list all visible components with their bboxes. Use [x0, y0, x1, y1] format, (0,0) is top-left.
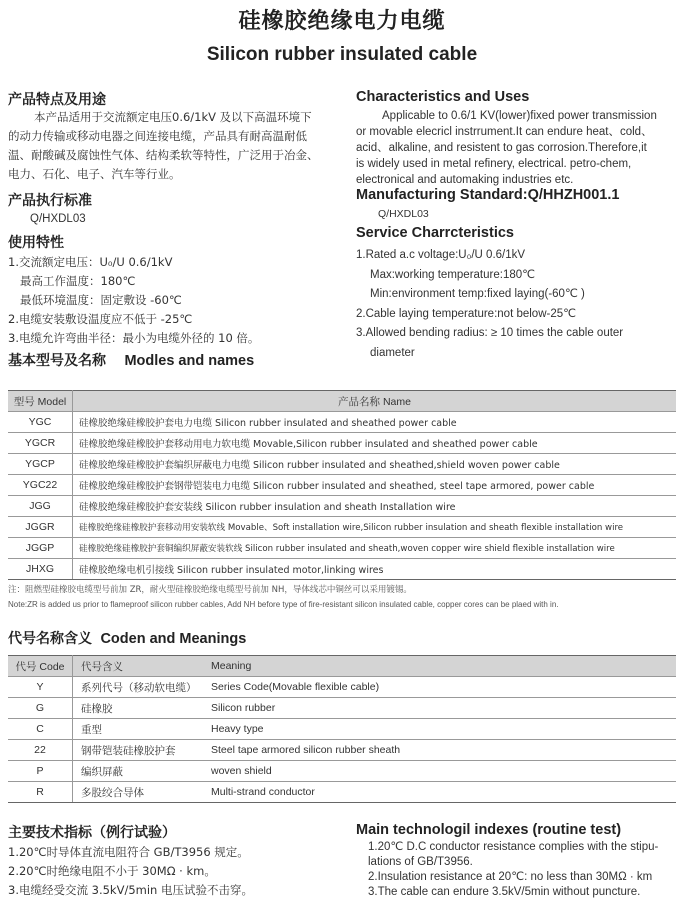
service-line-en: diameter [370, 346, 415, 359]
col-code-header: 代号 Code [8, 656, 73, 677]
meaning-cn-cell: 多股绞合导体 [73, 782, 204, 803]
meaning-en-cell: Heavy type [203, 719, 676, 740]
tech-line-cn: 1.20℃时导体直流电阻符合 GB/T3956 规定。 [8, 845, 249, 859]
tech-line-cn: 3.电缆经受交流 3.5kV/5min 电压试验不击穿。 [8, 883, 253, 897]
features-text-cn [8, 108, 348, 184]
meaning-cn-cell: 钢带铠装硅橡胶护套 [73, 740, 204, 761]
code-cell: C [8, 719, 73, 740]
code-cell: R [8, 782, 73, 803]
models-note-en: Note:ZR is added us prior to flameproof silicon rubber cables, Add NH before type of fire-resistant silicon insulated cable, copper cores can be plaed with in. [8, 600, 559, 609]
table-header-row [8, 391, 676, 412]
service-line-cn: 2.电缆安装敷设温度应不低于 -25℃ [8, 312, 193, 326]
col-meaning-cn-header: 代号含义 [73, 656, 204, 677]
name-cell: 硅橡胶绝缘硅橡胶护套编织屏蔽电力电缆 Silicon rubber insulated and sheathed,shield woven power cable [73, 454, 677, 475]
tech-line-cn: 2.20℃时绝缘电阻不小于 30MΩ · km。 [8, 864, 216, 878]
table-row [8, 433, 676, 454]
col-meaning-en-header: Meaning [203, 656, 676, 677]
features-line-en: Applicable to 0.6/1 KV(lower)fixed power transmission [382, 110, 657, 122]
codes-heading-en: Coden and Meanings [100, 631, 247, 647]
tech-line-en: lations of GB/T3956. [368, 856, 473, 868]
features-line-cn: 电力、石化、电子、汽车等行业。 [8, 167, 181, 181]
service-text-cn [8, 253, 348, 348]
models-heading-en: Modles and names [124, 353, 255, 369]
table-row [8, 412, 676, 433]
tech-heading-cn: 主要技术指标（例行试验） [8, 825, 176, 841]
service-line-en: Max:working temperature:180℃ [370, 268, 536, 281]
tech-heading-en: Main technologil indexes (routine test) [356, 822, 622, 838]
service-line-en: 3.Allowed bending radius: ≥ 10 times the cable outer [356, 327, 624, 339]
meaning-en-cell: Multi-strand conductor [203, 782, 676, 803]
models-note-cn: 注：阻燃型硅橡胶电缆型号前加 ZR，耐火型硅橡胶绝缘电缆型号前加 NH，导体线芯中铜丝可以采用镀锡。 [8, 585, 412, 595]
table-row [8, 698, 676, 719]
name-cell: 硅橡胶绝缘硅橡胶护套移动用电力软电缆 Movable,Silicon rubber insulated and sheathed power cable [73, 433, 677, 454]
standard-heading-cn: 产品执行标准 [8, 193, 92, 209]
name-cell: 硅橡胶绝缘电机引接线 Silicon rubber insulated motor,linking wires [73, 559, 677, 580]
service-text-en [356, 246, 678, 363]
service-line-cn: 3.电缆允许弯曲半径：最小为电缆外径的 10 倍。 [8, 331, 260, 345]
meaning-cn-cell: 编织屏蔽 [73, 761, 204, 782]
model-cell: JGGR [8, 517, 73, 538]
table-header-row [8, 656, 676, 677]
service-line-cn: 最低环境温度：固定敷设 -60℃ [20, 293, 182, 307]
standard-value-en: Q/HXDL03 [378, 208, 429, 220]
features-line-cn: 温、耐酸碱及腐蚀性气体、结构柔软等特性，广泛用于冶金、 [8, 148, 319, 162]
meaning-en-cell: Steel tape armored silicon rubber sheath [203, 740, 676, 761]
meaning-cn-cell: 重型 [73, 719, 204, 740]
features-line-en: or movable elecricl instrrument.It can endure heat、cold、 [356, 126, 653, 138]
standard-value-cn: Q/HXDL03 [30, 213, 86, 225]
meaning-en-cell: woven shield [203, 761, 676, 782]
table-row [8, 761, 676, 782]
name-cell: 硅橡胶绝缘硅橡胶护套铜编织屏蔽安装软线 Silicon rubber insulated and sheath,woven copper wire shield flexible installation wire [73, 538, 677, 559]
tech-text-cn [8, 843, 253, 900]
features-line-cn: 的动力传输或移动电器之间连接电缆，产品具有耐高温耐低 [8, 129, 307, 143]
model-cell: JHXG [8, 559, 73, 580]
code-cell: 22 [8, 740, 73, 761]
page-title-en: Silicon rubber insulated cable [206, 44, 478, 65]
features-text-en [356, 108, 678, 188]
model-cell: YGC22 [8, 475, 73, 496]
features-line-en: electronical and automaking industries etc. [356, 174, 574, 186]
name-cell: 硅橡胶绝缘硅橡胶护套电力电缆 Silicon rubber insulated and sheathed power cable [73, 412, 677, 433]
tech-text-en [368, 840, 658, 900]
page-title-cn: 硅橡胶绝缘电力电缆 [238, 9, 446, 34]
name-cell: 硅橡胶绝缘硅橡胶护套移动用安装软线 Movable、Soft installation wire,Silicon rubber insulation and sheath flexible installation wire [73, 517, 677, 538]
table-row [8, 782, 676, 803]
features-heading-en: Characteristics and Uses [356, 89, 530, 105]
code-cell: G [8, 698, 73, 719]
tech-line-en: 2.Insulation resistance at 20℃: no less than 30MΩ · km [368, 871, 653, 883]
codes-heading-cn: 代号名称含义 [8, 631, 92, 647]
table-row [8, 559, 676, 580]
table-row [8, 454, 676, 475]
service-heading-en: Service Charrcteristics [356, 225, 514, 241]
service-line-en: 1.Rated a.c voltage:U₀/U 0.6/1kV [356, 249, 526, 261]
table-row [8, 719, 676, 740]
model-cell: YGC [8, 412, 73, 433]
meaning-en-cell: Series Code(Movable flexible cable) [203, 677, 676, 698]
features-line-cn: 本产品适用于交流额定电压0.6/1kV 及以下高温环境下 [34, 110, 312, 124]
meaning-cn-cell: 系列代号（移动软电缆） [73, 677, 204, 698]
model-cell: YGCR [8, 433, 73, 454]
model-cell: JGG [8, 496, 73, 517]
table-row [8, 496, 676, 517]
tech-line-en: 3.The cable can endure 3.5kV/5min without puncture. [368, 886, 641, 898]
models-heading-cn: 基本型号及名称 [8, 353, 106, 369]
codes-table [8, 655, 676, 803]
models-heading [8, 350, 254, 370]
table-row [8, 740, 676, 761]
code-cell: P [8, 761, 73, 782]
table-row [8, 538, 676, 559]
tech-line-en: 1.20℃ D.C conductor resistance complies with the stipu- [368, 841, 659, 853]
model-cell: JGGP [8, 538, 73, 559]
table-row [8, 677, 676, 698]
models-table [8, 390, 676, 580]
service-line-en: Min:environment temp:fixed laying(-60℃ ) [370, 288, 585, 300]
col-model-header: 型号 Model [8, 391, 73, 412]
meaning-cn-cell: 硅橡胶 [73, 698, 204, 719]
code-cell: Y [8, 677, 73, 698]
service-line-cn: 最高工作温度：180℃ [20, 274, 136, 288]
features-line-en: is widely used in metal refinery, electrical. petro-chem, [356, 158, 632, 170]
name-cell: 硅橡胶绝缘硅橡胶护套钢带铠装电力电缆 Silicon rubber insulated and sheathed, steel tape armored, power cable [73, 475, 677, 496]
table-row [8, 517, 676, 538]
features-heading-cn: 产品特点及用途 [8, 92, 106, 108]
standard-heading-en: Manufacturing Standard:Q/HHZH001.1 [356, 187, 620, 203]
features-line-en: acid、alkaline, and resistent to gas corrosion.Therefore,it [356, 142, 647, 154]
table-row [8, 475, 676, 496]
service-heading-cn: 使用特性 [8, 235, 64, 251]
name-cell: 硅橡胶绝缘硅橡胶护套安装线 Silicon rubber insulation and sheath Installation wire [73, 496, 677, 517]
service-line-en: 2.Cable laying temperature:not below-25℃ [356, 307, 577, 320]
model-cell: YGCP [8, 454, 73, 475]
codes-heading [8, 628, 246, 648]
meaning-en-cell: Silicon rubber [203, 698, 676, 719]
col-name-header: 产品名称 Name [73, 391, 677, 412]
service-line-cn: 1.交流额定电压：U₀/U 0.6/1kV [8, 255, 173, 269]
